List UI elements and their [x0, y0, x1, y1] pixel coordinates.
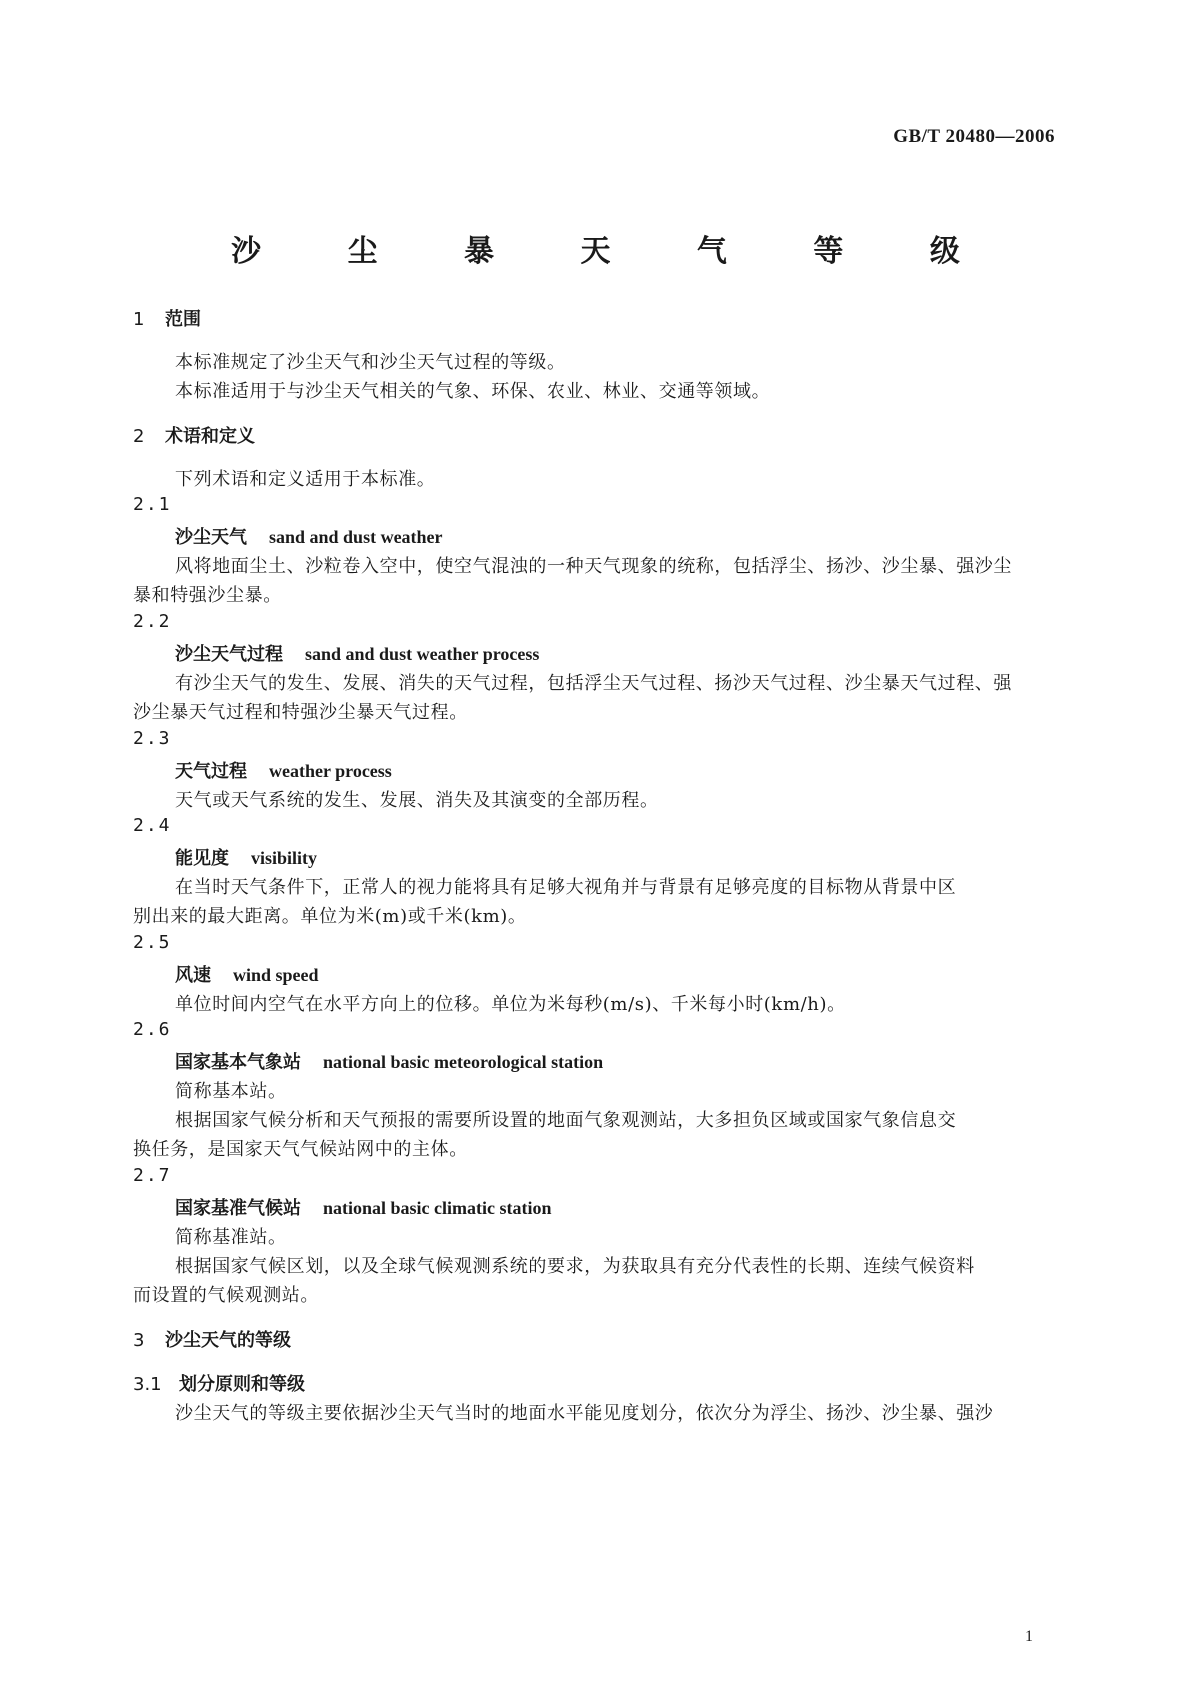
term-heading: [175, 1194, 552, 1220]
abbreviation-line: 简称基本站。: [175, 1081, 287, 1102]
term-zh: 国家基准气候站: [175, 1198, 301, 1219]
paragraph: 本标准规定了沙尘天气和沙尘天气过程的等级。: [175, 352, 566, 373]
section-1-heading: [133, 305, 201, 331]
paragraph: 下列术语和定义适用于本标准。: [175, 469, 436, 490]
term-heading: [175, 523, 443, 549]
document-title: 沙 尘 暴 天 气 等 级: [231, 234, 998, 269]
clause-number: 2.1: [133, 494, 172, 515]
standard-number: GB/T 20480—2006: [893, 126, 1055, 147]
term-zh: 风速: [175, 965, 211, 986]
definition-line: 而设置的气候观测站。: [133, 1285, 319, 1306]
term-zh: 沙尘天气: [175, 527, 247, 548]
definition-line: 风将地面尘土、沙粒卷入空中，使空气混浊的一种天气现象的统称，包括浮尘、扬沙、沙尘暴、强沙尘: [175, 556, 1012, 577]
term-heading: [175, 1048, 603, 1074]
term-zh: 天气过程: [175, 761, 247, 782]
paragraph: 本标准适用于与沙尘天气相关的气象、环保、农业、林业、交通等领域。: [175, 381, 771, 402]
clause-number: 2.4: [133, 815, 172, 836]
term-zh: 沙尘天气过程: [175, 644, 283, 665]
clause-number: 2.5: [133, 932, 172, 953]
term-zh: 国家基本气象站: [175, 1052, 301, 1073]
term-heading: [175, 961, 319, 987]
page-number: 1: [1025, 1628, 1033, 1645]
term-heading: [175, 640, 539, 666]
section-title: 术语和定义: [165, 426, 255, 447]
term-en: wind speed: [233, 965, 319, 985]
section-title: 范围: [165, 309, 201, 330]
definition-line: 单位时间内空气在水平方向上的位移。单位为米每秒(m/s)、千米每小时(km/h)。: [175, 994, 846, 1015]
term-zh: 能见度: [175, 848, 229, 869]
definition-line: 根据国家气候分析和天气预报的需要所设置的地面气象观测站，大多担负区域或国家气象信息交: [175, 1110, 957, 1131]
clause-number: 2.2: [133, 611, 172, 632]
definition-line: 暴和特强沙尘暴。: [133, 585, 282, 606]
term-heading: [175, 757, 392, 783]
clause-number: 2.3: [133, 728, 172, 749]
section-title: 沙尘天气的等级: [165, 1330, 291, 1351]
section-number: 1: [133, 309, 145, 330]
definition-line: 换任务，是国家天气气候站网中的主体。: [133, 1139, 468, 1160]
definition-line: 别出来的最大距离。单位为米(m)或千米(km)。: [133, 906, 527, 927]
definition-line: 天气或天气系统的发生、发展、消失及其演变的全部历程。: [175, 790, 659, 811]
term-en: national basic meteorological station: [323, 1052, 604, 1072]
subsection-3-1-heading: [133, 1370, 305, 1396]
clause-number: 2.7: [133, 1165, 172, 1186]
abbreviation-line: 简称基准站。: [175, 1227, 287, 1248]
subsection-number: 3.1: [133, 1374, 162, 1395]
definition-line: 有沙尘天气的发生、发展、消失的天气过程，包括浮尘天气过程、扬沙天气过程、沙尘暴天气过程、强: [175, 673, 1012, 694]
term-en: sand and dust weather process: [305, 644, 540, 664]
section-number: 2: [133, 426, 145, 447]
clause-number: 2.6: [133, 1019, 172, 1040]
term-en: national basic climatic station: [323, 1198, 552, 1218]
term-heading: [175, 844, 317, 870]
section-number: 3: [133, 1330, 145, 1351]
definition-line: 沙尘暴天气过程和特强沙尘暴天气过程。: [133, 702, 468, 723]
paragraph: 沙尘天气的等级主要依据沙尘天气当时的地面水平能见度划分，依次分为浮尘、扬沙、沙尘暴、强沙: [175, 1403, 994, 1424]
definition-line: 在当时天气条件下，正常人的视力能将具有足够大视角并与背景有足够亮度的目标物从背景中区: [175, 877, 957, 898]
term-en: weather process: [269, 761, 392, 781]
section-3-heading: [133, 1326, 291, 1352]
section-2-heading: [133, 422, 255, 448]
term-en: visibility: [251, 848, 318, 868]
definition-line: 根据国家气候区划，以及全球气候观测系统的要求，为获取具有充分代表性的长期、连续气候资料: [175, 1256, 975, 1277]
term-en: sand and dust weather: [269, 527, 443, 547]
subsection-title: 划分原则和等级: [179, 1374, 305, 1395]
